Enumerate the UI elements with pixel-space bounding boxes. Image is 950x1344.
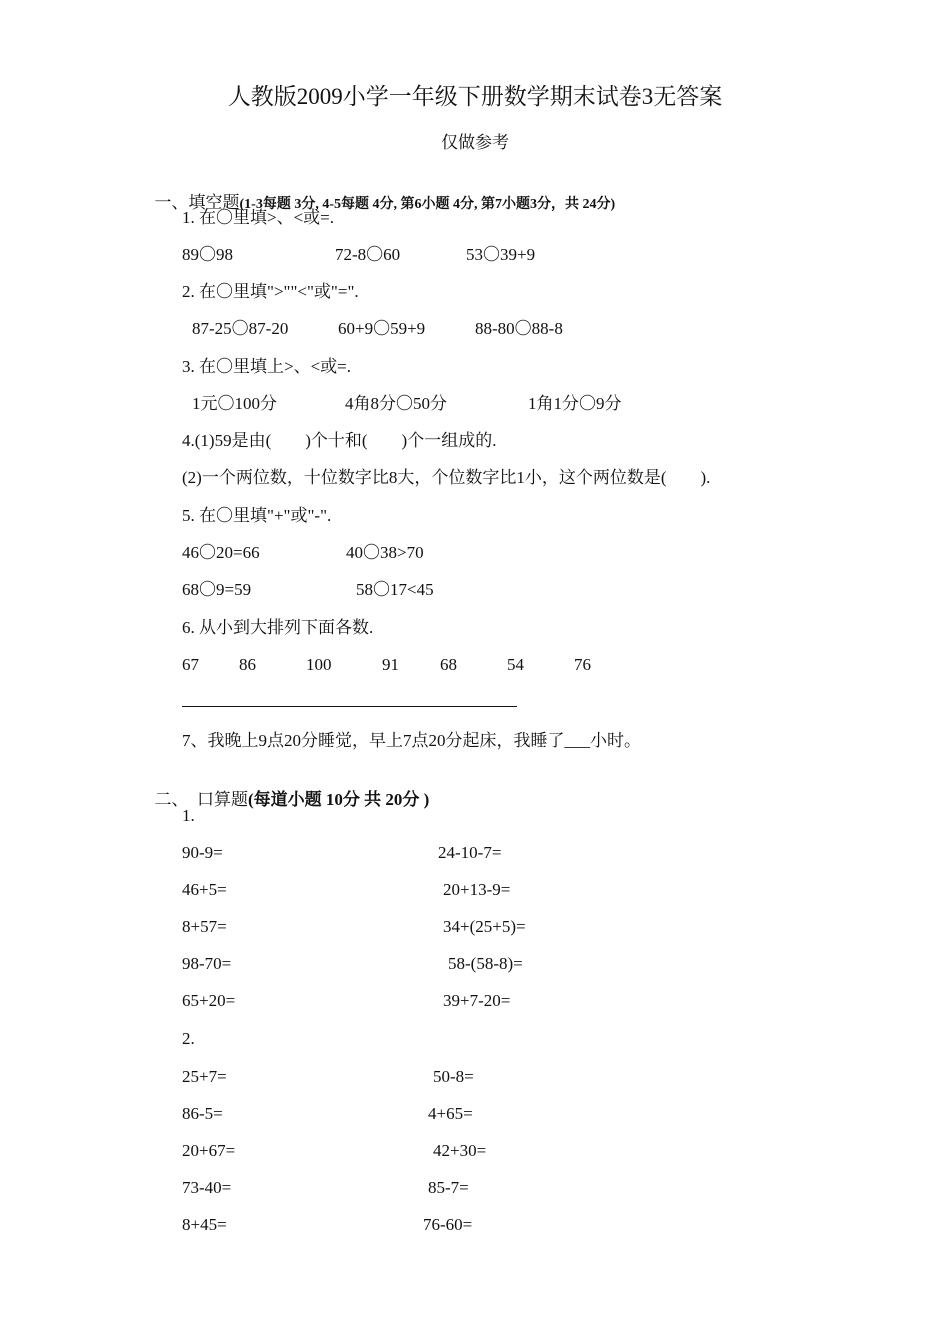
q1-prompt: 1. 在〇里填>、<或=. (182, 208, 335, 227)
q3-item-3: 1角1分〇9分 (528, 394, 622, 413)
part1-left-item: 65+20= (182, 991, 236, 1010)
q3-item-2: 4角8分〇50分 (345, 394, 447, 413)
part2-left-item: 25+7= (182, 1067, 227, 1086)
part1-right-item: 20+13-9= (443, 880, 511, 899)
page-title: 人教版2009小学一年级下册数学期末试卷3无答案 (227, 84, 723, 109)
q5-item-2: 40〇38>70 (346, 543, 424, 562)
part1-right-item: 39+7-20= (443, 991, 511, 1010)
q5-prompt: 5. 在〇里填"+"或"-". (182, 506, 332, 525)
part2-left-item: 20+67= (182, 1141, 236, 1160)
q2-item-2: 60+9〇59+9 (338, 319, 426, 338)
part1-left-item: 8+57= (182, 917, 227, 936)
q2-item-1: 87-25〇87-20 (192, 319, 289, 338)
q6-number: 67 (182, 655, 199, 674)
q1-item-2: 72-8〇60 (335, 245, 401, 264)
q6-answer-line (182, 706, 517, 707)
part2-right-item: 42+30= (433, 1141, 487, 1160)
q6-number: 54 (507, 655, 524, 674)
part2-left-item: 8+45= (182, 1215, 227, 1234)
q6-number: 86 (239, 655, 256, 674)
q4-line-2: (2)一个两位数，十位数字比8大，个位数字比1小，这个两位数是( ). (182, 468, 711, 487)
q2-prompt: 2. 在〇里填">""<"或"=". (182, 282, 359, 301)
part1-label: 1. (182, 806, 195, 825)
q6-prompt: 6. 从小到大排列下面各数. (182, 618, 374, 637)
q1-item-3: 53〇39+9 (466, 245, 536, 264)
q5-item-3: 68〇9=59 (182, 580, 252, 599)
part1-right-item: 34+(25+5)= (443, 917, 526, 936)
part2-left-item: 86-5= (182, 1104, 223, 1123)
q4-line-1: 4.(1)59是由( )个十和( )个一组成的. (182, 431, 497, 450)
q5-item-1: 46〇20=66 (182, 543, 260, 562)
section1-title: 一、填空题 (154, 193, 240, 212)
part2-right-item: 85-7= (428, 1178, 469, 1197)
q6-number: 68 (440, 655, 457, 674)
page-subtitle: 仅做参考 (441, 133, 509, 152)
part1-left-item: 46+5= (182, 880, 227, 899)
q6-number: 100 (306, 655, 332, 674)
q1-item-1: 89〇98 (182, 245, 233, 264)
part1-right-item: 24-10-7= (438, 843, 502, 862)
part2-right-item: 50-8= (433, 1067, 474, 1086)
part1-left-item: 90-9= (182, 843, 223, 862)
part2-left-item: 73-40= (182, 1178, 232, 1197)
q5-item-4: 58〇17<45 (356, 580, 434, 599)
part2-right-item: 4+65= (428, 1104, 473, 1123)
q2-item-3: 88-80〇88-8 (475, 319, 563, 338)
section2-note: (每道小题 10分 共 20分 ) (248, 790, 430, 809)
section2-title: 二、 口算题 (154, 790, 248, 809)
section1-note: (1-3每题 3分, 4-5每题 4分, 第6小题 4分, 第7小题3分，共 24分) (239, 197, 616, 212)
part1-left-item: 98-70= (182, 954, 232, 973)
part2-right-item: 76-60= (423, 1215, 473, 1234)
part1-right-item: 58-(58-8)= (448, 954, 523, 973)
part2-label: 2. (182, 1029, 195, 1048)
q7-text: 7、我晚上9点20分睡觉，早上7点20分起床，我睡了___小时。 (182, 731, 641, 750)
q6-number: 91 (382, 655, 399, 674)
q6-number: 76 (574, 655, 591, 674)
q3-item-1: 1元〇100分 (192, 394, 277, 413)
q3-prompt: 3. 在〇里填上>、<或=. (182, 357, 352, 376)
